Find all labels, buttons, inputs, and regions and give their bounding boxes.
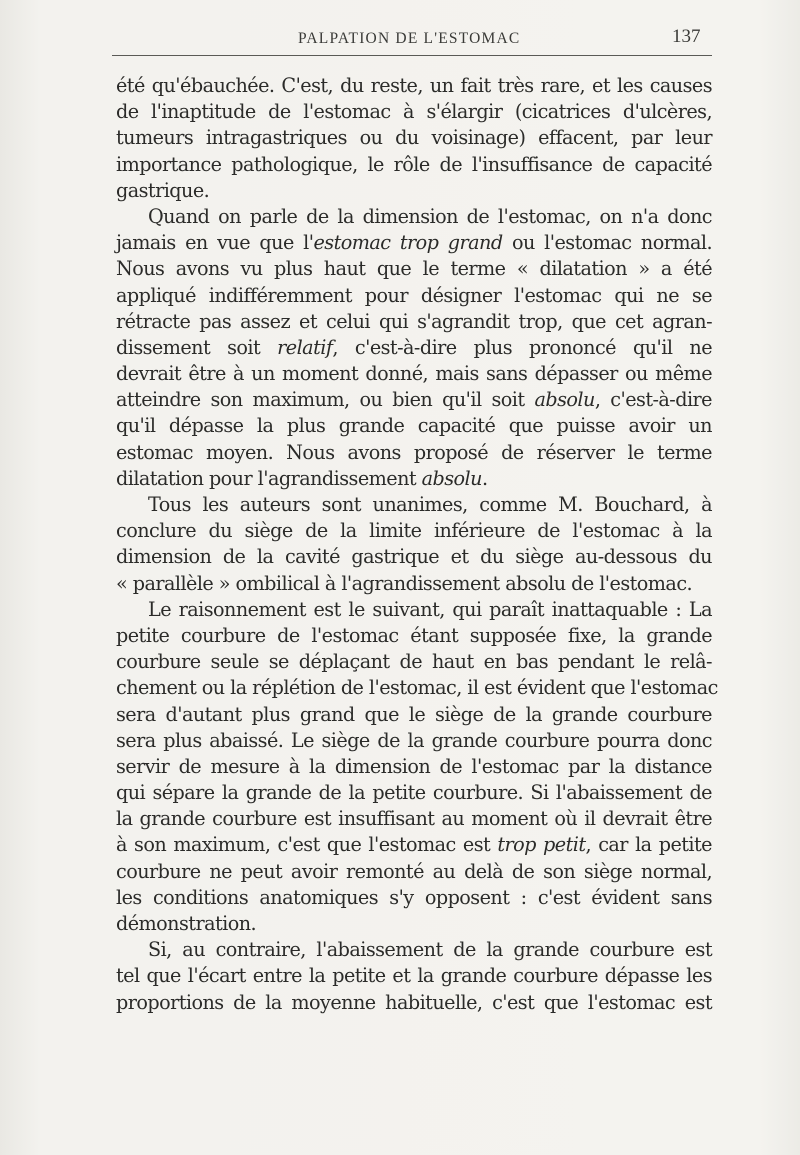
text-line: de l'inaptitude de l'estomac à s'élargir (cicatrices d'ulcères, <box>116 100 712 124</box>
text-line: Le raisonnement est le suivant, qui paraît inattaquable : La <box>148 597 712 621</box>
italic-term: relatif <box>277 335 333 359</box>
text-line: devrait être à un moment donné, mais sans dépasser ou même <box>116 362 712 386</box>
text-run: dilatation pour l'agrandissement <box>116 466 422 490</box>
text-line: rétracte pas assez et celui qui s'agrandit trop, que cet agran- <box>116 309 712 333</box>
text-line <box>116 387 712 413</box>
paragraph <box>116 937 712 1016</box>
text-line: appliqué indifféremment pour désigner l'estomac qui ne se <box>116 283 712 307</box>
text-line: courbure ne peut avoir remonté au delà de son siège normal, <box>116 859 712 883</box>
header-rule <box>112 55 712 56</box>
text-line: démonstration. <box>116 912 257 935</box>
text-line: proportions de la moyenne habituelle, c'est que l'estomac est <box>116 990 712 1014</box>
text-run: , c'est-à-dire plus prononcé qu'il ne <box>332 335 713 359</box>
text-line: qui sépare la grande de la petite courbure. Si l'abaissement de <box>116 781 712 805</box>
italic-term: absolu <box>421 466 482 490</box>
text-run: , c'est-à-dire <box>594 388 712 412</box>
text-line: tumeurs intragastriques ou du voisinage) effacent, par leur <box>116 126 712 150</box>
paragraph <box>116 204 712 492</box>
text-line <box>116 230 712 256</box>
body-text <box>116 73 718 1016</box>
text-line: Nous avons vu plus haut que le terme « dilatation » a été <box>116 257 712 281</box>
text-line: estomac moyen. Nous avons proposé de réserver le terme <box>116 440 712 464</box>
text-run: , car la petite <box>585 833 712 857</box>
text-line: sera plus abaissé. Le siège de la grande courbure pourra donc <box>116 728 712 752</box>
text-line: les conditions anatomiques s'y opposent : c'est évident sans <box>116 885 712 909</box>
text-line <box>116 466 712 492</box>
text-line: la grande courbure est insuffisant au moment où il devrait être <box>116 807 712 831</box>
text-line: courbure seule se déplaçant de haut en bas pendant le relâ- <box>116 650 712 674</box>
text-line: Tous les auteurs sont unanimes, comme M. Bouchard, à <box>148 493 712 516</box>
italic-term: trop petit <box>497 833 586 857</box>
text-line: servir de mesure à la dimension de l'estomac par la distance <box>116 754 712 778</box>
text-run: à son maximum, c'est que l'estomac est <box>116 833 498 857</box>
text-line: tel que l'écart entre la petite et la grande courbure dépasse les <box>116 964 712 988</box>
italic-term: absolu <box>534 388 595 412</box>
text-line: qu'il dépasse la plus grande capacité que puisse avoir un <box>116 414 712 438</box>
text-line: Si, au contraire, l'abaissement de la grande courbure est <box>148 938 712 962</box>
page-number: 137 <box>672 26 701 47</box>
paragraph <box>116 492 712 597</box>
text-line <box>116 832 712 858</box>
text-line <box>116 335 712 361</box>
text-run: . <box>481 466 488 490</box>
running-title: PALPATION DE L'ESTOMAC <box>298 30 521 47</box>
running-head <box>0 26 800 54</box>
text-line: été qu'ébauchée. C'est, du reste, un fait très rare, et les causes <box>116 74 712 97</box>
text-run: atteindre son maximum, ou bien qu'il soit <box>116 388 535 412</box>
text-line: sera d'autant plus grand que le siège de la grande courbure <box>116 702 712 726</box>
italic-term: estomac trop grand <box>313 231 503 255</box>
paragraph <box>116 597 718 937</box>
text-run: dissement soit <box>116 335 278 359</box>
text-run: ou l'estomac normal. <box>502 231 712 255</box>
text-run: jamais en vue que l' <box>116 231 314 255</box>
text-line: importance pathologique, le rôle de l'insuffisance de capacité <box>116 152 712 176</box>
text-line: chement ou la réplétion de l'estomac, il est évident que l'estomac <box>116 676 718 700</box>
text-line: Quand on parle de la dimension de l'estomac, on n'a donc <box>148 204 712 228</box>
text-line: gastrique. <box>116 178 210 202</box>
text-line: petite courbure de l'estomac étant supposée fixe, la grande <box>116 623 712 647</box>
text-line: « parallèle » ombilical à l'agrandissement absolu de l'estomac. <box>116 571 693 595</box>
paragraph <box>116 73 712 204</box>
text-line: dimension de la cavité gastrique et du siège au-dessous du <box>116 545 712 569</box>
text-line: conclure du siège de la limite inférieure de l'estomac à la <box>116 519 712 543</box>
